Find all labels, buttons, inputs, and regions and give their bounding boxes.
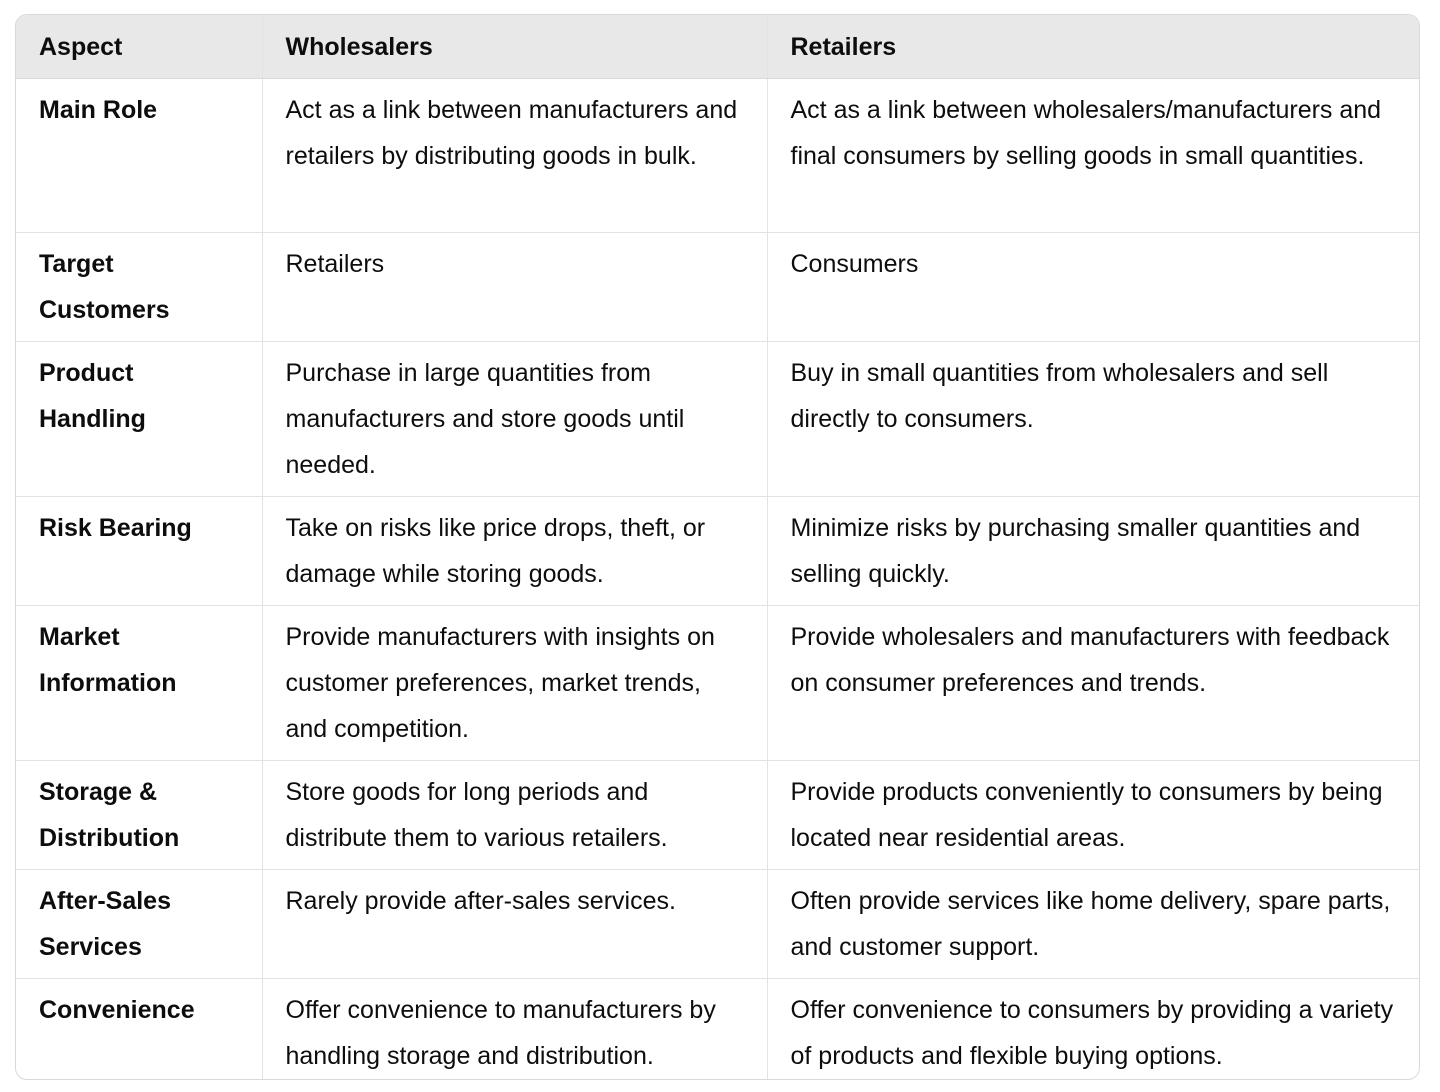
cell-aspect: Risk Bearing [16,497,262,606]
cell-retailers: Offer convenience to consumers by providing a variety of products and flexible buying options. [790,996,1394,1070]
cell-aspect: Market Information [16,606,262,761]
cell-retailers: Minimize risks by purchasing smaller quantities and selling quickly. [767,497,1419,606]
table-header-row [16,15,1419,79]
table-row [16,79,1419,233]
cell-aspect: Convenience [16,979,262,1081]
table-row [16,870,1419,979]
header-wholesalers: Wholesalers [262,15,767,79]
cell-wholesalers: Retailers [262,233,767,342]
cell-aspect: Main Role [16,79,262,233]
cell-wholesalers: Purchase in large quantities from manufacturers and store goods until needed. [262,342,767,497]
header-retailers: Retailers [767,15,1419,79]
cell-retailers: Act as a link between wholesalers/manufacturers and final consumers by selling goods in small quantities. [767,79,1419,233]
table-row [16,342,1419,497]
cell-wholesalers: Store goods for long periods and distribute them to various retailers. [262,761,767,870]
header-aspect: Aspect [16,15,262,79]
table-row [16,761,1419,870]
cell-wholesalers: Provide manufacturers with insights on customer preferences, market trends, and competition. [262,606,767,761]
table-row [16,233,1419,342]
cell-retailers: Provide products conveniently to consumers by being located near residential areas. [767,761,1419,870]
cell-retailers: Consumers [767,233,1419,342]
cell-wholesalers: Offer convenience to manufacturers by handling storage and distribution. [262,979,767,1081]
cell-wholesalers: Take on risks like price drops, theft, or damage while storing goods. [262,497,767,606]
cell-wholesalers: Rarely provide after-sales services. [262,870,767,979]
cell-retailers: Buy in small quantities from wholesalers and sell directly to consumers. [767,342,1419,497]
table-row [16,606,1419,761]
comparison-table-container [15,14,1420,1080]
cell-aspect: Product Handling [16,342,262,497]
cell-retailers: Provide wholesalers and manufacturers with feedback on consumer preferences and trends. [767,606,1419,761]
table-row [16,979,1419,1081]
cell-retailers: Often provide services like home delivery, spare parts, and customer support. [767,870,1419,979]
cell-wholesalers: Act as a link between manufacturers and retailers by distributing goods in bulk. [262,79,767,233]
cell-aspect: After-Sales Services [16,870,262,979]
comparison-table [16,15,1419,1080]
cell-aspect: Storage & Distribution [16,761,262,870]
cell-aspect: Target Customers [16,233,262,342]
table-row [16,497,1419,606]
